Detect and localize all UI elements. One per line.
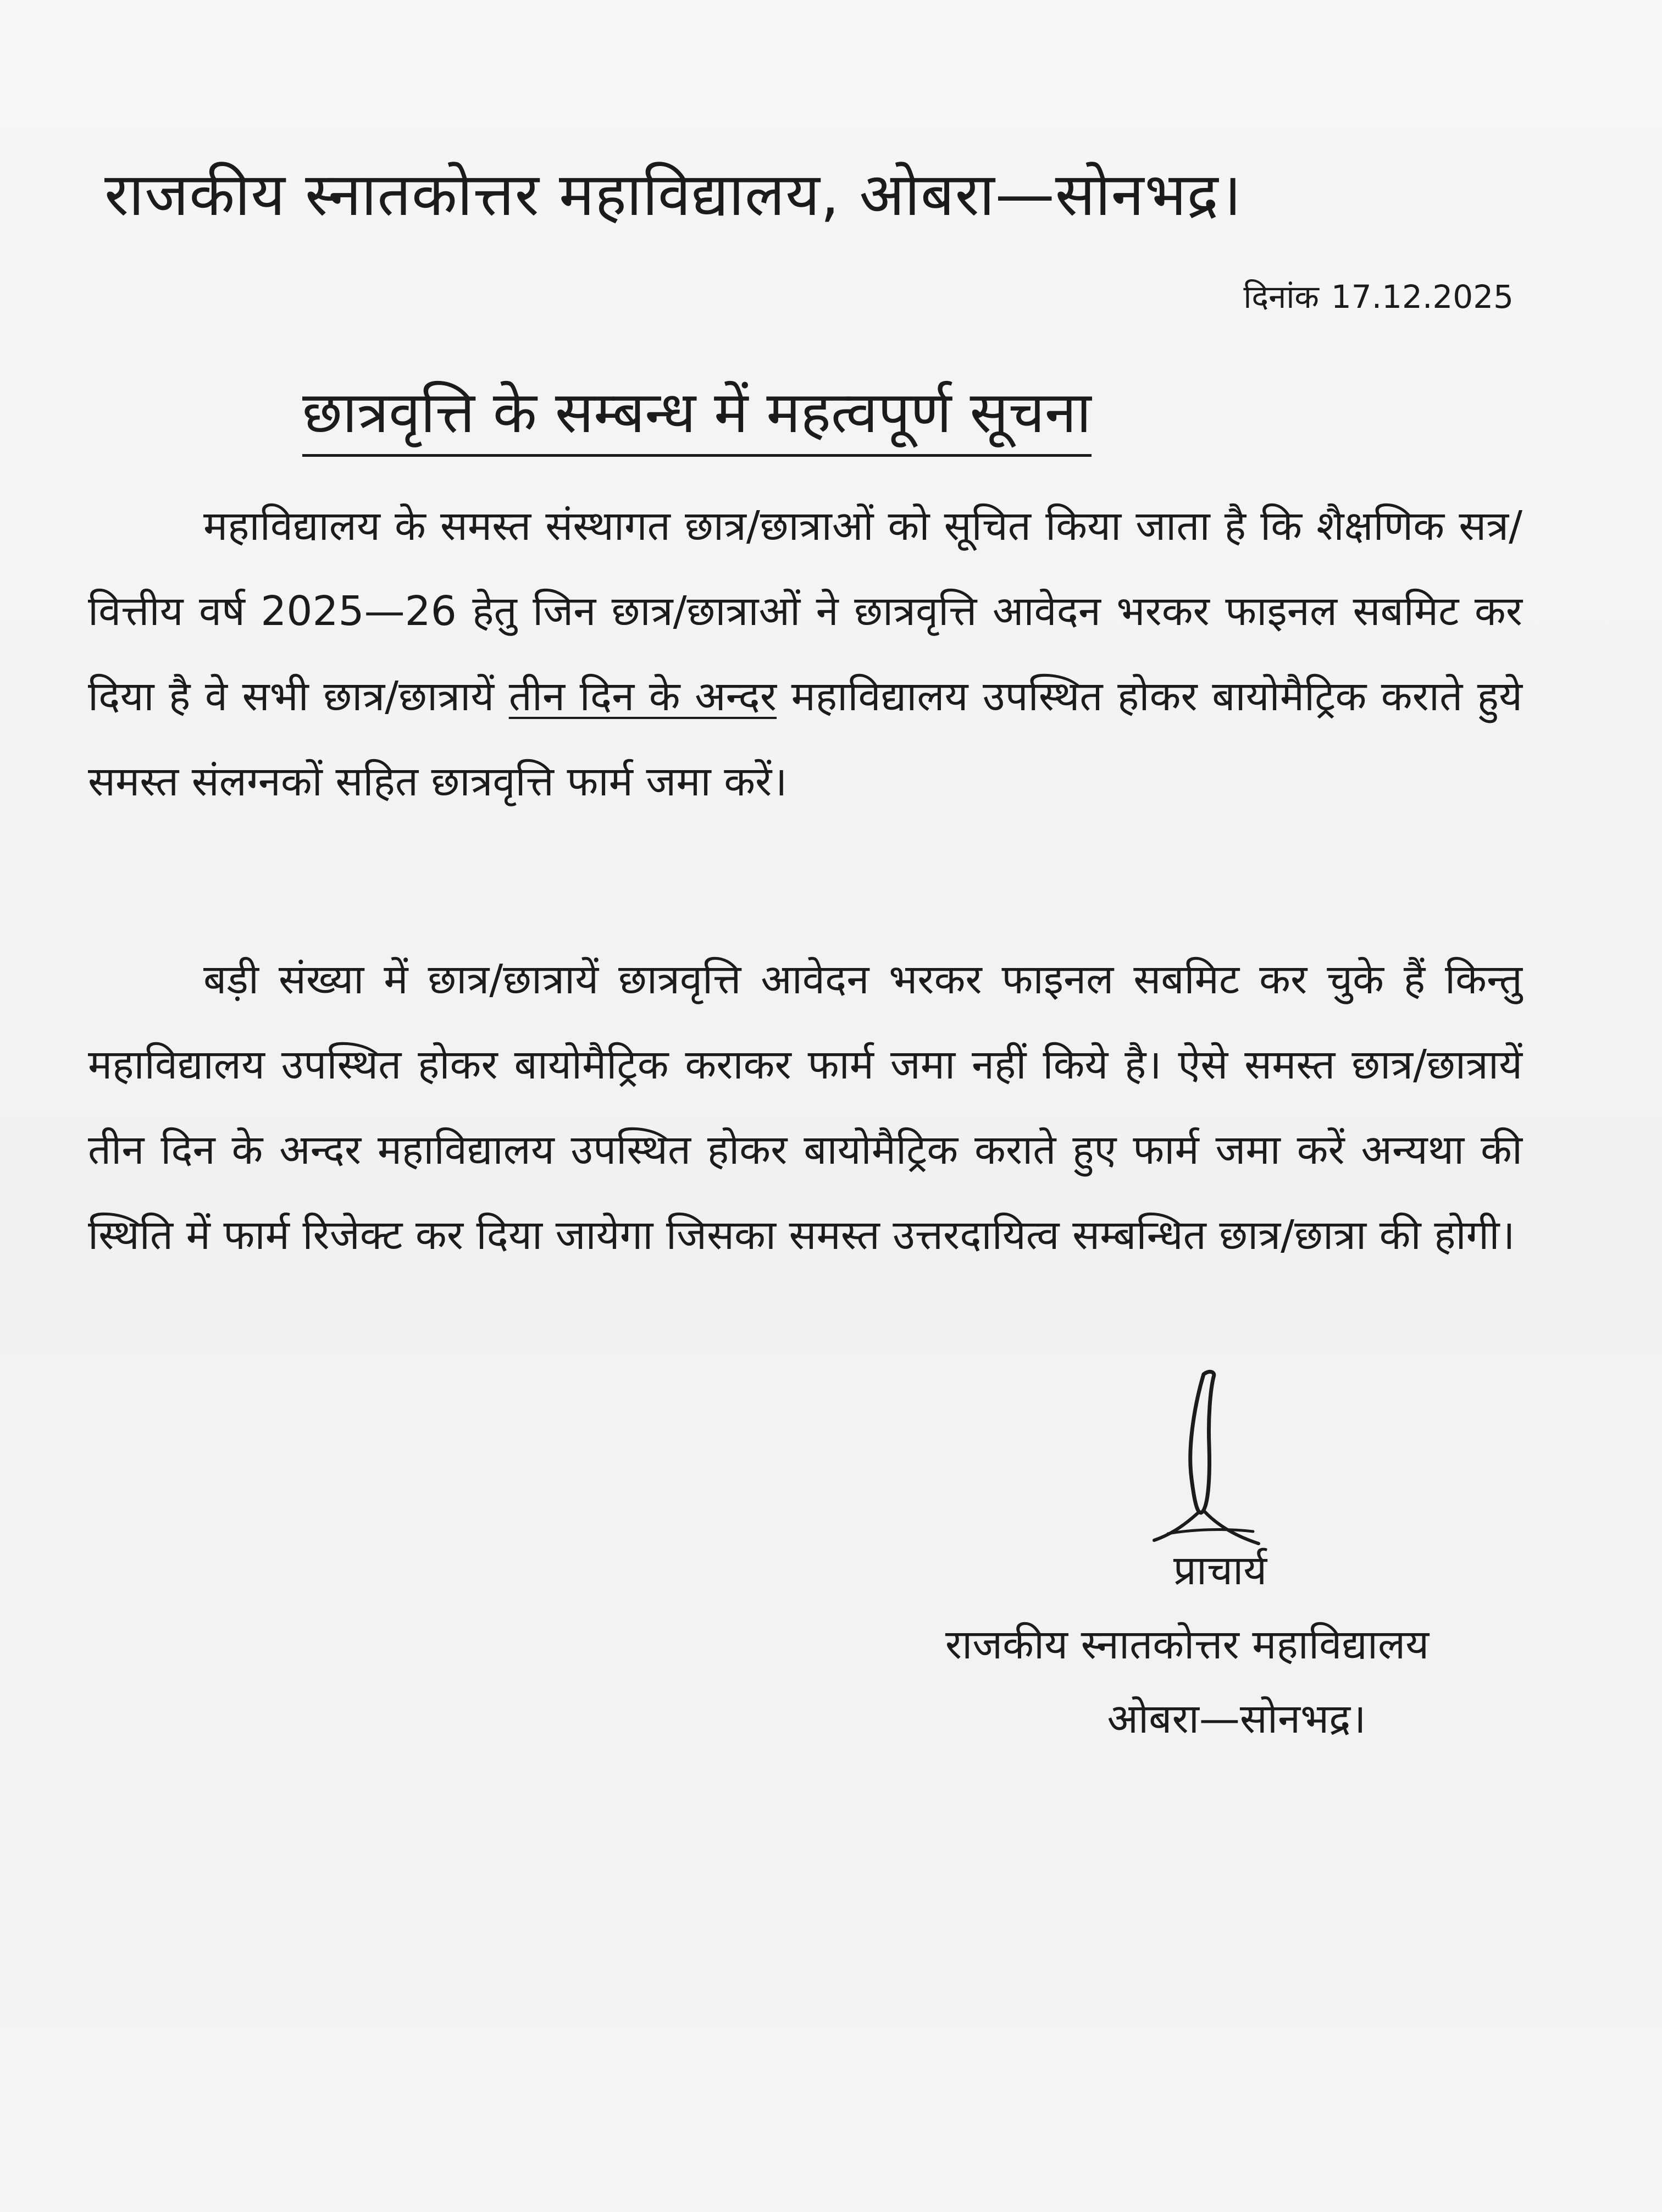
signatory-institution: राजकीय स्नातकोत्तर महाविद्यालय xyxy=(945,1621,1430,1668)
notice-heading: छात्रवृत्ति के सम्बन्ध में महत्वपूर्ण सूचना xyxy=(302,374,1092,457)
handwritten-signature xyxy=(1121,1369,1286,1556)
paragraph-1-after: महाविद्यालय उपस्थित होकर बायोमैट्रिक कराते हुये समस्त संलग्नकों सहित छात्रवृत्ति फार्म जमा करें। xyxy=(88,673,1523,805)
paragraph-2-text: बड़ी संख्या में छात्र/छात्रायें छात्रवृत्ति आवेदन भरकर फाइनल सबमिट कर चुके हैं किन्तु महाविद्यालय उपस्थित होकर बायोमैट्रिक कराकर फार्म जमा नहीं किये है। ऐसे समस्त छात्र/छात्रायें तीन दिन के अन्दर महाविद्यालय उपस्थित होकर बायोमैट्रिक कराते हुए फार्म जमा करें अन्यथा की स्थिति में फार्म रिजेक्ट कर दिया जायेगा जिसका समस्त उत्तरदायित्व सम्बन्धित छात्र/छात्रा की होगी। xyxy=(88,956,1522,1259)
letterhead-title: राजकीय स्नातकोत्तर महाविद्यालय, ओबरा—सोनभद्र। xyxy=(104,161,1242,229)
notice-paragraph-2 xyxy=(88,937,1522,1278)
signatory-role: प्राचार्य xyxy=(1173,1547,1267,1594)
notice-paragraph-1 xyxy=(88,484,1522,825)
paragraph-1-underlined: तीन दिन के अन्दर xyxy=(508,673,777,720)
paragraph-1-text xyxy=(88,484,1522,825)
date-label: दिनांक xyxy=(1243,278,1319,316)
paragraph-1-before: महाविद्यालय के समस्त संस्थागत छात्र/छात्राओं को सूचित किया जाता है कि शैक्षणिक सत्र/वित्तीय वर्ष 2025—26 हेतु जिन छात्र/छात्राओं ने छात्रवृत्ति आवेदन भरकर फाइनल सबमिट कर दिया है वे सभी छात्र/छात्रायें xyxy=(88,502,1522,720)
signatory-location: ओबरा—सोनभद्र। xyxy=(1107,1695,1366,1743)
date-value: 17.12.2025 xyxy=(1331,278,1514,316)
signatory-block xyxy=(879,1534,1495,1756)
date-line xyxy=(1243,275,1514,319)
